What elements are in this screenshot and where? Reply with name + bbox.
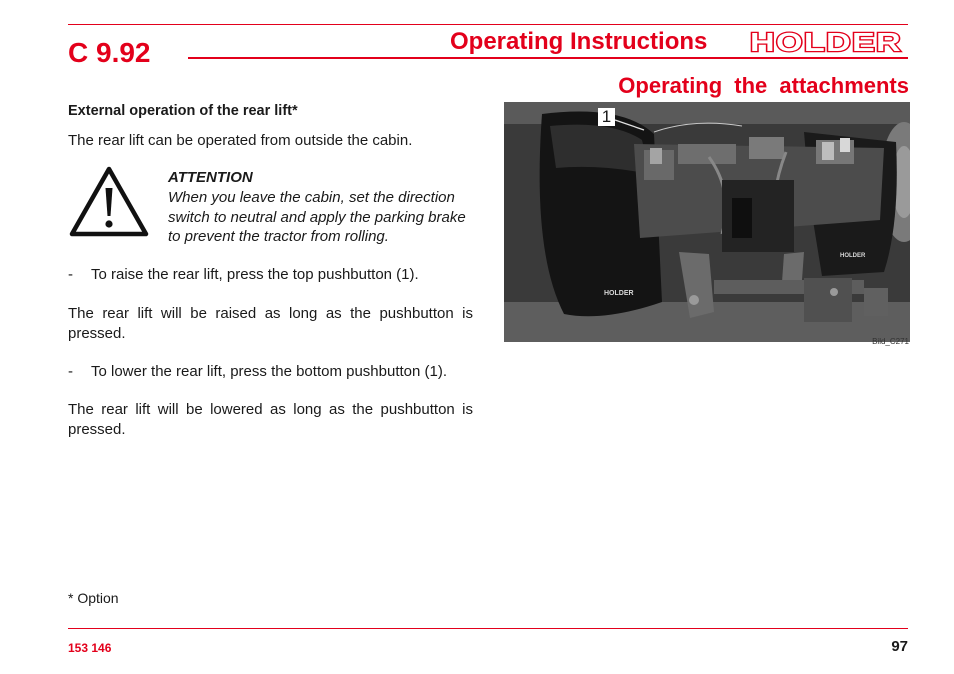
footer-rule <box>68 628 908 629</box>
step-raise <box>68 265 473 285</box>
fender-logo-right: HOLDER <box>840 253 866 259</box>
fender-logo-left: HOLDER <box>604 290 634 297</box>
figure-caption: Bild_C271 <box>872 337 909 346</box>
rear-lift-photo <box>504 102 910 342</box>
footnote: * Option <box>68 590 119 606</box>
document-number: 153 146 <box>68 641 112 655</box>
svg-text:HOLDER: HOLDER <box>750 29 902 55</box>
raise-note: The rear lift will be raised as long as the pushbutton is pressed. <box>68 305 473 342</box>
manual-title: Operating Instructions <box>450 28 708 55</box>
step-raise-text: To raise the rear lift, press the top pushbutton (1). <box>91 266 419 283</box>
attention-text: When you leave the cabin, set the direction switch to neutral and apply the parking brake to prevent the tractor from rolling. <box>168 189 466 245</box>
attention-title: ATTENTION <box>168 169 253 186</box>
intro-paragraph: The rear lift can be operated from outside the cabin. <box>68 132 413 149</box>
lower-note: The rear lift will be lowered as long as the pushbutton is pressed. <box>68 401 473 438</box>
step-lower-text: To lower the rear lift, press the bottom pushbutton (1). <box>91 363 448 380</box>
step-dash: - <box>68 266 73 283</box>
warning-triangle-icon <box>68 164 150 240</box>
section-title: Operating the attachments <box>618 73 909 98</box>
document-code: C 9.92 <box>68 37 151 68</box>
holder-logo <box>748 29 904 55</box>
header-title-rule <box>188 57 908 59</box>
header-top-rule <box>68 24 908 25</box>
subheading: External operation of the rear lift* <box>68 103 298 119</box>
step-dash: - <box>68 363 73 380</box>
callout-label: 1 <box>598 108 615 126</box>
step-lower <box>68 362 473 382</box>
page-number: 97 <box>891 638 908 655</box>
